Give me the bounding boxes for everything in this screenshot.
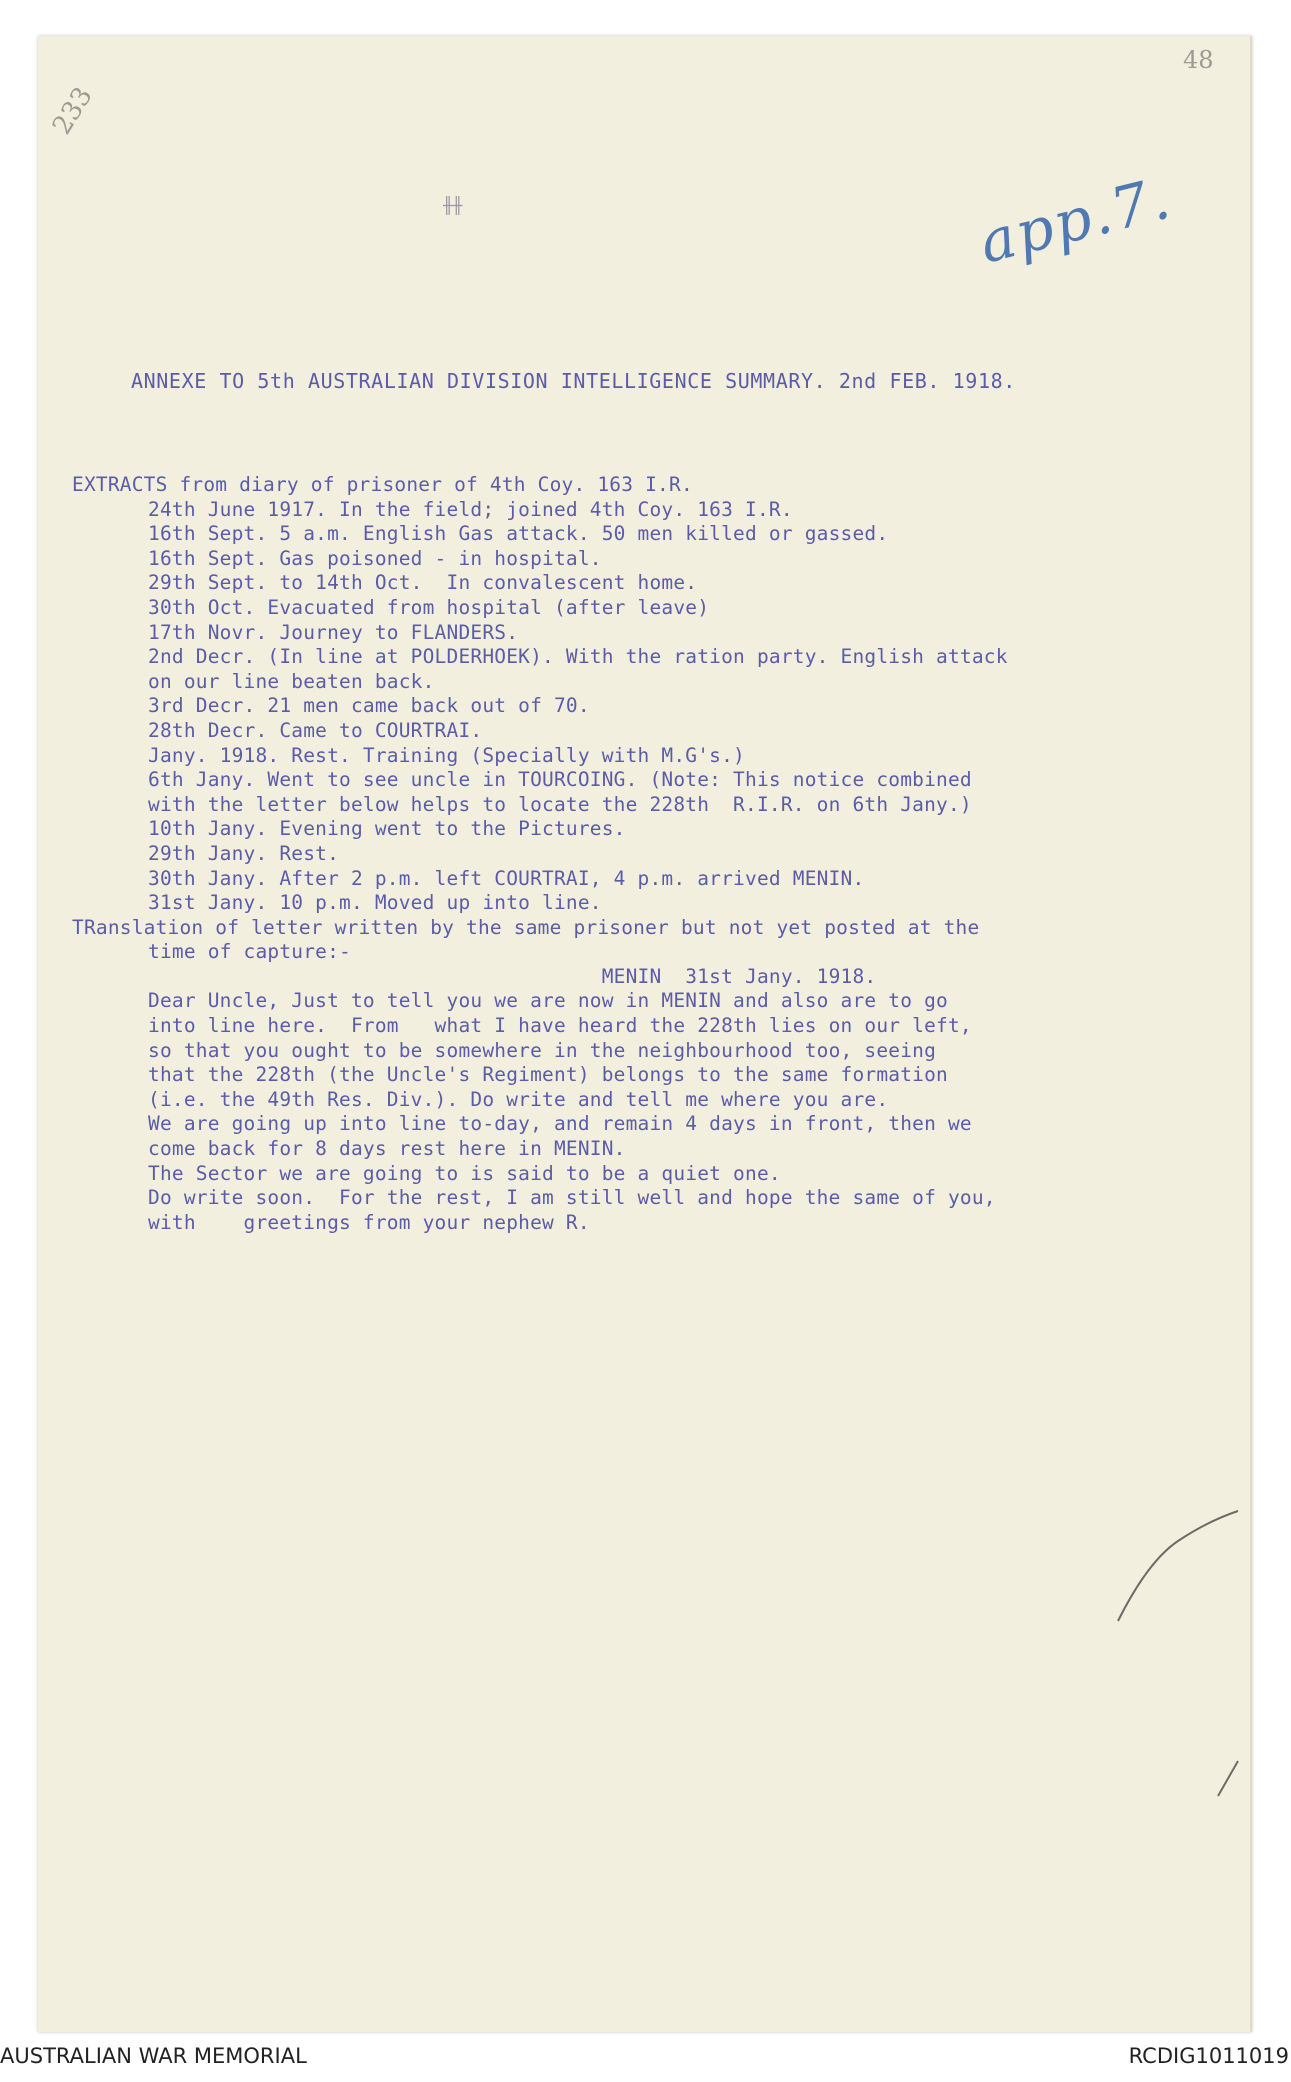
- text-line: 16th Sept. 5 a.m. English Gas attack. 50 men killed or gassed.: [148, 522, 889, 546]
- text-line: come back for 8 days rest here in MENIN.: [148, 1137, 626, 1161]
- document-heading: ANNEXE TO 5th AUSTRALIAN DIVISION INTELLIGENCE SUMMARY. 2nd FEB. 1918.: [131, 369, 1016, 393]
- text-line: 3rd Decr. 21 men came back out of 70.: [148, 694, 590, 718]
- text-line: We are going up into line to-day, and remain 4 days in front, then we: [148, 1112, 972, 1136]
- text-line: 16th Sept. Gas poisoned - in hospital.: [148, 546, 602, 570]
- text-line: 30th Jany. After 2 p.m. left COURTRAI, 4 p.m. arrived MENIN.: [148, 866, 865, 890]
- text-line: with the letter below helps to locate the 228th R.I.R. on 6th Jany.): [148, 792, 972, 816]
- text-line: MENIN 31st Jany. 1918.: [148, 964, 877, 988]
- text-line: Jany. 1918. Rest. Training (Specially with M.G's.): [148, 743, 745, 767]
- ink-mark: ╫╫: [443, 196, 463, 215]
- text-line: time of capture:-: [148, 940, 351, 964]
- document-page: [38, 36, 1252, 2032]
- text-line: Do write soon. For the rest, I am still well and hope the same of you,: [148, 1186, 996, 1210]
- handwritten-appendix-note: app.7.: [972, 163, 1178, 277]
- text-line: into line here. From what I have heard the 228th lies on our left,: [148, 1014, 972, 1038]
- footer-reference: RCDIG1011019: [1128, 2044, 1289, 2068]
- text-line: on our line beaten back.: [148, 669, 435, 693]
- text-line: with greetings from your nephew R.: [148, 1210, 590, 1234]
- document-body: [72, 473, 1008, 1235]
- text-line: 24th June 1917. In the field; joined 4th Coy. 163 I.R.: [148, 497, 793, 521]
- text-line: 28th Decr. Came to COURTRAI.: [148, 718, 483, 742]
- text-line: TRanslation of letter written by the same prisoner but not yet posted at the: [72, 915, 980, 939]
- text-line: so that you ought to be somewhere in the neighbourhood too, seeing: [148, 1038, 937, 1062]
- text-line: 29th Sept. to 14th Oct. In convalescent home.: [148, 571, 698, 595]
- pencil-stroke: [1108, 1501, 1291, 1631]
- text-line: The Sector we are going to is said to be a quiet one.: [148, 1161, 781, 1185]
- text-line: EXTRACTS from diary of prisoner of 4th Coy. 163 I.R.: [72, 473, 693, 496]
- text-line: 31st Jany. 10 p.m. Moved up into line.: [148, 891, 602, 915]
- text-line: 30th Oct. Evacuated from hospital (after leave): [148, 595, 710, 619]
- footer-institution: AUSTRALIAN WAR MEMORIAL: [0, 2044, 307, 2068]
- text-line: 29th Jany. Rest.: [148, 841, 340, 865]
- text-line: 6th Jany. Went to see uncle in TOURCOING. (Note: This notice combined: [148, 768, 972, 792]
- text-line: 17th Novr. Journey to FLANDERS.: [148, 620, 519, 644]
- text-line: (i.e. the 49th Res. Div.). Do write and tell me where you are.: [148, 1087, 889, 1111]
- text-line: Dear Uncle, Just to tell you we are now in MENIN and also are to go: [148, 989, 948, 1013]
- text-line: 10th Jany. Evening went to the Pictures.: [148, 817, 626, 841]
- pencil-tick: [1208, 1756, 1248, 1806]
- text-line: 2nd Decr. (In line at POLDERHOEK). With the ration party. English attack: [148, 645, 1008, 669]
- page-number: 233: [46, 82, 99, 140]
- text-line: that the 228th (the Uncle's Regiment) belongs to the same formation: [148, 1063, 948, 1087]
- folio-number: 48: [1183, 46, 1214, 74]
